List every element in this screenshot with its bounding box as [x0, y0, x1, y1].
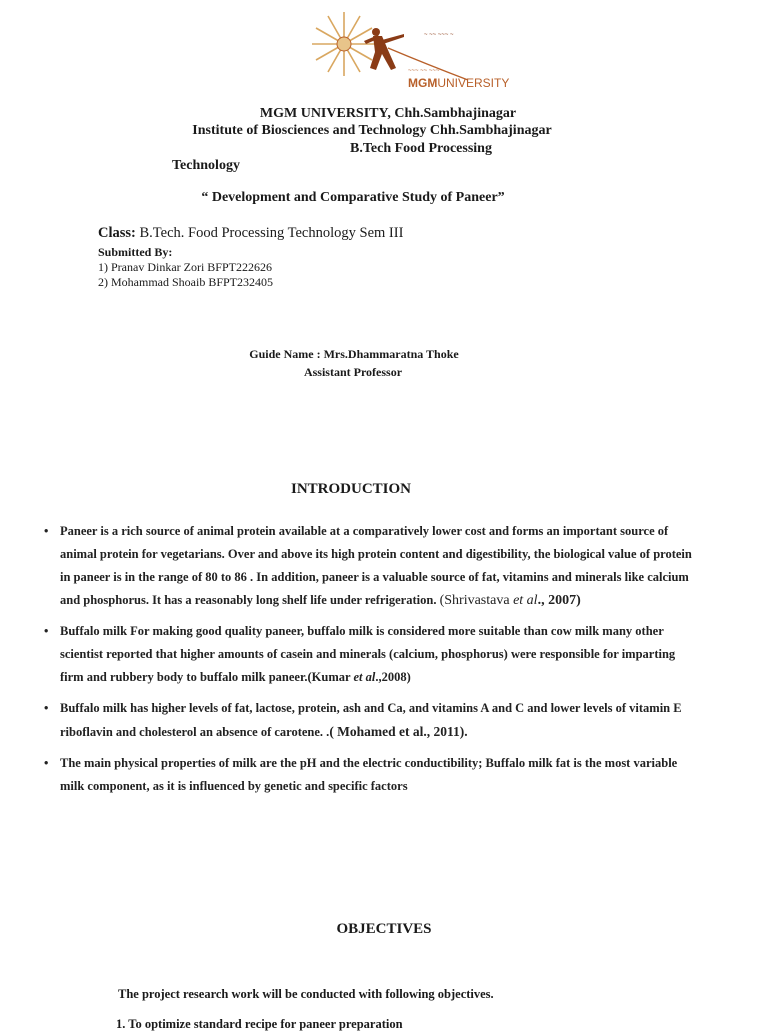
institute-name: Institute of Biosciences and Technology Chh.Sambhajinagar	[192, 123, 552, 138]
guide-designation: Assistant Professor	[303, 365, 403, 379]
university-logo	[296, 10, 510, 90]
project-title: “ Development and Comparative Study of Paneer”	[201, 190, 505, 205]
university-name: MGM UNIVERSITY, Chh.Sambhajinagar	[259, 106, 517, 121]
objectives-heading: OBJECTIVES	[336, 921, 432, 937]
list-item: • Buffalo milk has higher levels of fat, lactose, protein, ash and Ca, and vitamins A and C and lower levels of vitamin E riboflavin and cholesterol an absence of carotene. .( Mohamed et al., 2011).	[44, 697, 694, 744]
program-name-continued: Technology	[172, 158, 240, 173]
student-1: 1) Pranav Dinkar Zori BFPT222626	[98, 260, 272, 274]
guide-name: Guide Name : Mrs.Dhammaratna Thoke	[249, 347, 459, 361]
bullet-icon: •	[44, 756, 49, 770]
student-2: 2) Mohammad Shoaib BFPT232405	[98, 275, 274, 289]
sun-chakra-emblem-icon	[296, 10, 510, 90]
bullet-icon: •	[44, 624, 49, 638]
svg-text:~~~ ~~ ~~~: ~~~ ~~ ~~~	[408, 68, 440, 74]
bullet-icon: •	[44, 701, 49, 715]
submitted-label: Submitted By:	[98, 245, 173, 259]
class-line	[98, 225, 403, 242]
objective-item-1: 1. To optimize standard recipe for paneer preparation	[116, 1017, 403, 1031]
class-label: Class:	[98, 225, 136, 241]
list-item: • Paneer is a rich source of animal protein available at a comparatively lower cost and forms an important source of animal protein for vegetarians. Over and above its high protein content and digestibility, the biological value of protein in paneer is in the range of 80 to 86 . In addition, paneer is a valuable source of fat, vitamins and minerals like calcium and phosphorus. It has a reasonably long shelf life under refrigeration. (Shrivastava et al., 2007)	[44, 520, 694, 612]
bullet-icon: •	[44, 524, 49, 538]
introduction-heading: INTRODUCTION	[290, 481, 411, 497]
objectives-intro: The project research work will be conducted with following objectives.	[118, 987, 494, 1001]
class-value: B.Tech. Food Processing Technology Sem III	[139, 225, 404, 241]
program-name: B.Tech Food Processing	[350, 141, 492, 156]
introduction-list	[44, 520, 694, 806]
svg-text:MGMUNIVERSITY: MGMUNIVERSITY	[408, 76, 510, 90]
list-item: • The main physical properties of milk are the pH and the electric conductibility; Buffalo milk fat is the most variable milk component, as it is influenced by genetic and specific factors	[44, 752, 694, 798]
list-item: • Buffalo milk For making good quality paneer, buffalo milk is considered more suitable than cow milk many other scientist reported that higher amounts of casein and minerals (calcium, phosphorus) were responsible for imparting firm and rubbery body to buffalo milk paneer.(Kumar et al.,2008)	[44, 620, 694, 689]
svg-text:~ ~~ ~~~ ~: ~ ~~ ~~~ ~	[424, 32, 454, 38]
